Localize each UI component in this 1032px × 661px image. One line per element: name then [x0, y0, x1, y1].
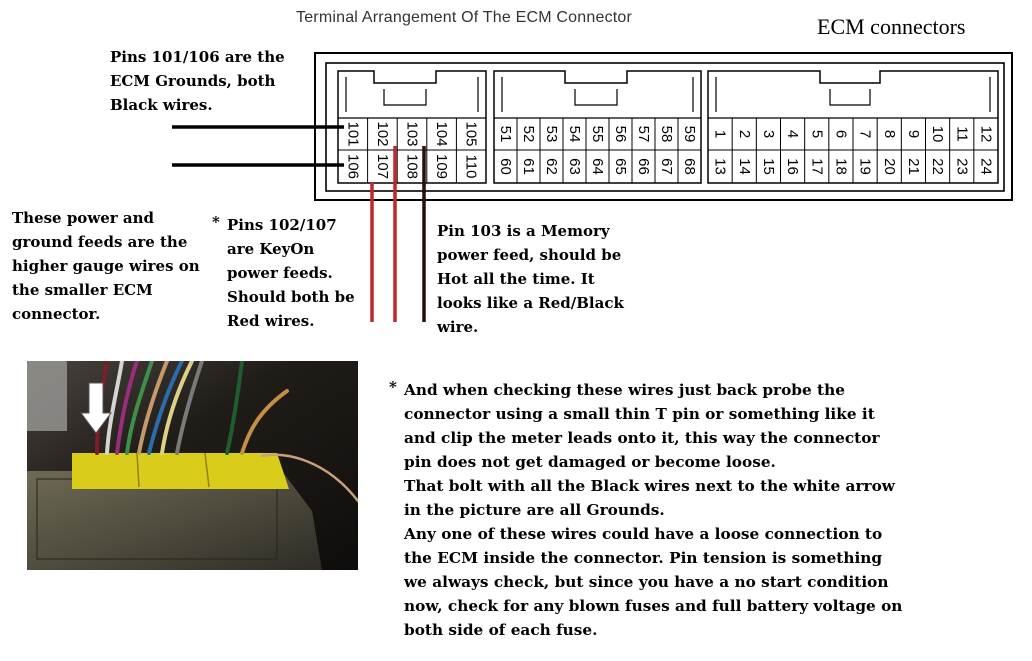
memory-note: Pin 103 is a Memory power feed, should be Hot all the time. It looks like a Red/Black wire.	[437, 222, 624, 336]
advice-line: That bolt with all the Black wires next to the white arrow	[404, 477, 895, 495]
pin-label-13: 13	[711, 158, 729, 175]
pin-label-53: 53	[543, 125, 560, 143]
pin-label-17: 17	[808, 158, 826, 175]
advice-line: And when checking these wires just back probe the	[404, 381, 845, 399]
pin-label-19: 19	[856, 158, 874, 175]
pin-label-108: 108	[403, 153, 421, 180]
pin-label-67: 67	[658, 158, 675, 175]
pin-label-12: 12	[977, 125, 995, 143]
advice-line: connector using a small thin T pin or something like it	[404, 405, 875, 423]
pin-label-61: 61	[520, 158, 537, 175]
pin-label-6: 6	[832, 129, 850, 139]
advice-line: pin does not get damaged or become loose.	[404, 453, 776, 471]
advice-line: in the picture are all Grounds.	[404, 501, 665, 519]
pin-label-11: 11	[953, 126, 971, 142]
pin-label-52: 52	[520, 125, 537, 143]
pin-label-109: 109	[433, 153, 451, 180]
pin-label-105: 105	[462, 121, 480, 147]
pin-label-68: 68	[681, 158, 698, 175]
pin-label-3: 3	[759, 129, 777, 139]
advice-line: and clip the meter leads onto it, this way the connector	[404, 429, 880, 447]
pin-label-59: 59	[681, 125, 698, 143]
pin-label-54: 54	[566, 125, 583, 143]
pin-label-63: 63	[566, 158, 583, 175]
pin-label-51: 51	[497, 125, 514, 143]
advice-line: Any one of these wires could have a loose connection to	[404, 525, 883, 543]
advice-asterisk: *	[389, 378, 397, 396]
pin-label-24: 24	[977, 158, 995, 175]
pin-label-2: 2	[735, 129, 753, 139]
pin-label-21: 21	[904, 158, 922, 175]
pin-label-58: 58	[658, 125, 675, 143]
pin-label-102: 102	[373, 121, 391, 147]
pin-label-107: 107	[373, 153, 391, 180]
pin-label-106: 106	[344, 153, 362, 180]
pin-label-22: 22	[929, 158, 947, 175]
pin-label-10: 10	[929, 125, 947, 143]
pin-label-18: 18	[832, 158, 850, 175]
pin-label-57: 57	[635, 125, 652, 143]
pin-label-16: 16	[784, 158, 802, 175]
pin-label-8: 8	[880, 129, 898, 139]
pin-label-55: 55	[589, 125, 606, 143]
pin-label-103: 103	[403, 121, 421, 147]
advice-line: we always check, but since you have a no start condition	[404, 573, 889, 591]
pin-label-23: 23	[953, 158, 971, 175]
grounds-note: Pins 101/106 are the ECM Grounds, both Black wires.	[110, 48, 285, 114]
pin-label-20: 20	[880, 158, 898, 175]
pin-label-15: 15	[759, 158, 777, 175]
pin-label-60: 60	[497, 158, 514, 175]
pin-label-65: 65	[612, 158, 629, 175]
pin-label-66: 66	[635, 158, 652, 175]
pin-label-7: 7	[856, 129, 874, 139]
diagram-title: Terminal Arrangement Of The ECM Connector	[296, 9, 633, 26]
pin-label-9: 9	[904, 129, 922, 139]
pin-label-101: 101	[344, 121, 362, 147]
keyon-note: Pins 102/107 are KeyOn power feeds. Should both be Red wires.	[227, 216, 355, 330]
power-feeds-note: These power and ground feeds are the higher gauge wires on the smaller ECM connector.	[12, 209, 200, 323]
ecm-photo	[27, 361, 358, 570]
advice-line: now, check for any blown fuses and full battery voltage on	[404, 597, 903, 615]
advice-line: both side of each fuse.	[404, 621, 598, 639]
pin-label-62: 62	[543, 158, 560, 175]
pin-label-56: 56	[612, 125, 629, 143]
pin-label-64: 64	[589, 158, 606, 175]
pin-label-4: 4	[784, 129, 802, 139]
pin-label-14: 14	[735, 158, 753, 175]
pin-label-110: 110	[462, 154, 480, 179]
pin-label-104: 104	[433, 121, 451, 147]
ecm-connectors-label: ECM connectors	[817, 14, 966, 39]
keyon-asterisk: *	[212, 213, 220, 231]
advice-note	[404, 378, 902, 642]
advice-line: the ECM inside the connector. Pin tension is something	[404, 549, 883, 567]
pin-label-1: 1	[711, 129, 729, 139]
pin-label-5: 5	[808, 129, 826, 139]
